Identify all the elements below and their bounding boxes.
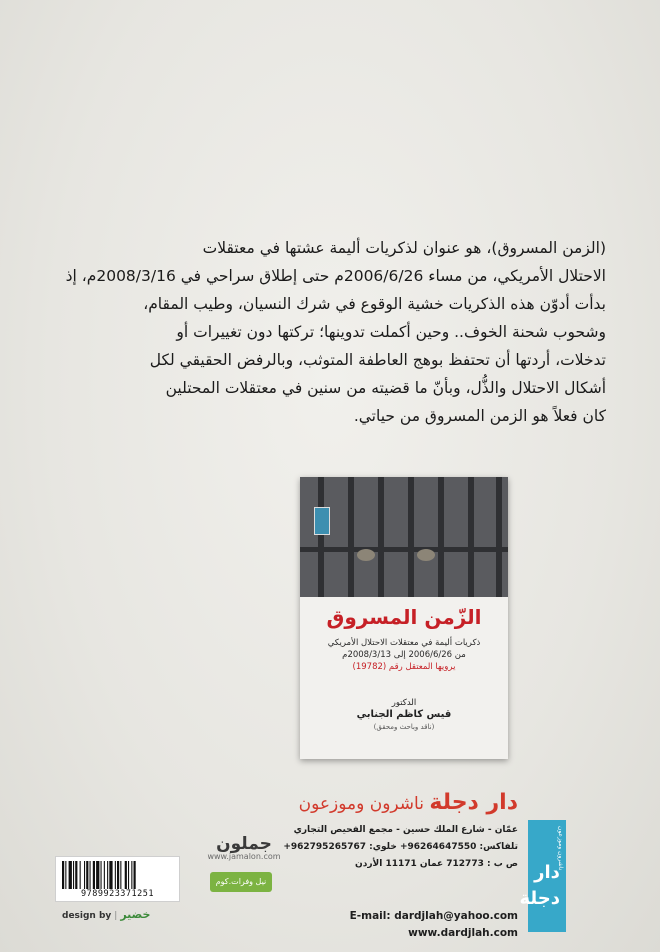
book-subtitle-line: ذكريات أليمة في معتقلات الاحتلال الأمريكي <box>327 638 481 648</box>
publisher-pobox: ص ب : 712773 عمان 11171 الأردن <box>355 859 518 869</box>
book-title: الزّمن المسروق <box>326 605 482 629</box>
blurb-text <box>58 234 606 430</box>
blurb-line: بدأت أدوّن هذه الذكريات خشية الوقوع في شرك النسيان، وطيب المقام، <box>143 295 606 313</box>
publisher-logo-vertical: ناشرون وموزعون <box>557 826 564 871</box>
blurb-line: أشكال الاحتلال والذُّل، وبأنّ ما قضيته من سنين في معتقلات المحتلين <box>165 379 606 397</box>
publisher-email: E-mail: dardjlah@yahoo.com <box>349 910 518 922</box>
blurb-line: وشحوب شحنة الخوف.. وحين أكملت تدوينها؛ تركتها دون تغييرات أو <box>176 323 606 341</box>
barcode-bars <box>61 861 174 889</box>
publisher-name-small: ناشرون وموزعون <box>298 794 424 814</box>
jamalon-url: www.jamalon.com <box>207 852 281 861</box>
blurb-line: تدخلات، أردتها أن تحتفظ بوهج العاطفة المتوثب، وبالرفض الحقيقي لكل <box>149 351 606 369</box>
publisher-address: عمّان - شارع الملك حسين - مجمع الفحيص التجاري <box>293 825 518 835</box>
book-subtitle-line: من 2006/6/26 إلى 2008/3/13م <box>342 650 466 660</box>
blurb-line: الاحتلال الأمريكي، من مساء 2006/6/26م حتى إطلاق سراحي في 2008/3/16م، إذ <box>65 267 606 285</box>
barcode <box>55 856 180 902</box>
jamalon-name: جملون <box>216 834 272 854</box>
design-credit: design by | خضير <box>62 908 151 921</box>
author-note: (ناقد وباحث ومحقق) <box>373 723 435 731</box>
blurb-line: كان فعلاً هو الزمن المسروق من حياتي. <box>353 407 606 425</box>
publisher-logo <box>519 820 566 932</box>
jamalon-logo <box>204 834 284 861</box>
publisher-web <box>300 908 518 942</box>
design-label: design by <box>62 911 112 921</box>
prison-bars-image <box>300 477 508 607</box>
book-subtitle <box>306 637 502 673</box>
publisher-phone: تلفاكس: 96264647550+ خلوي: 962795265767+ <box>283 842 518 852</box>
publisher-website: www.dardjlah.com <box>408 927 518 939</box>
book-publisher-logo <box>314 507 330 535</box>
publisher-name <box>300 790 518 815</box>
book-thumbnail <box>300 477 508 759</box>
publisher-logo-text: دار دجلة <box>519 862 560 909</box>
blurb-line: (الزمن المسروق)، هو عنوان لذكريات أليمة عشتها في معتقلات <box>202 239 606 257</box>
author-label: الدكتور <box>391 698 417 708</box>
publisher-contact <box>283 822 518 873</box>
publisher-name-big: دار دجلة <box>429 790 518 815</box>
book-author <box>300 697 508 733</box>
isbn-number: 9789923371251 <box>80 889 155 899</box>
author-name: قيس كاظم الجنابي <box>356 709 452 720</box>
retailer-tag: نيل وفرات.كوم <box>210 872 272 892</box>
design-brand: خضير <box>120 908 151 921</box>
book-subtitle-line: يرويها المعتقل رقم (19782) <box>352 662 456 672</box>
